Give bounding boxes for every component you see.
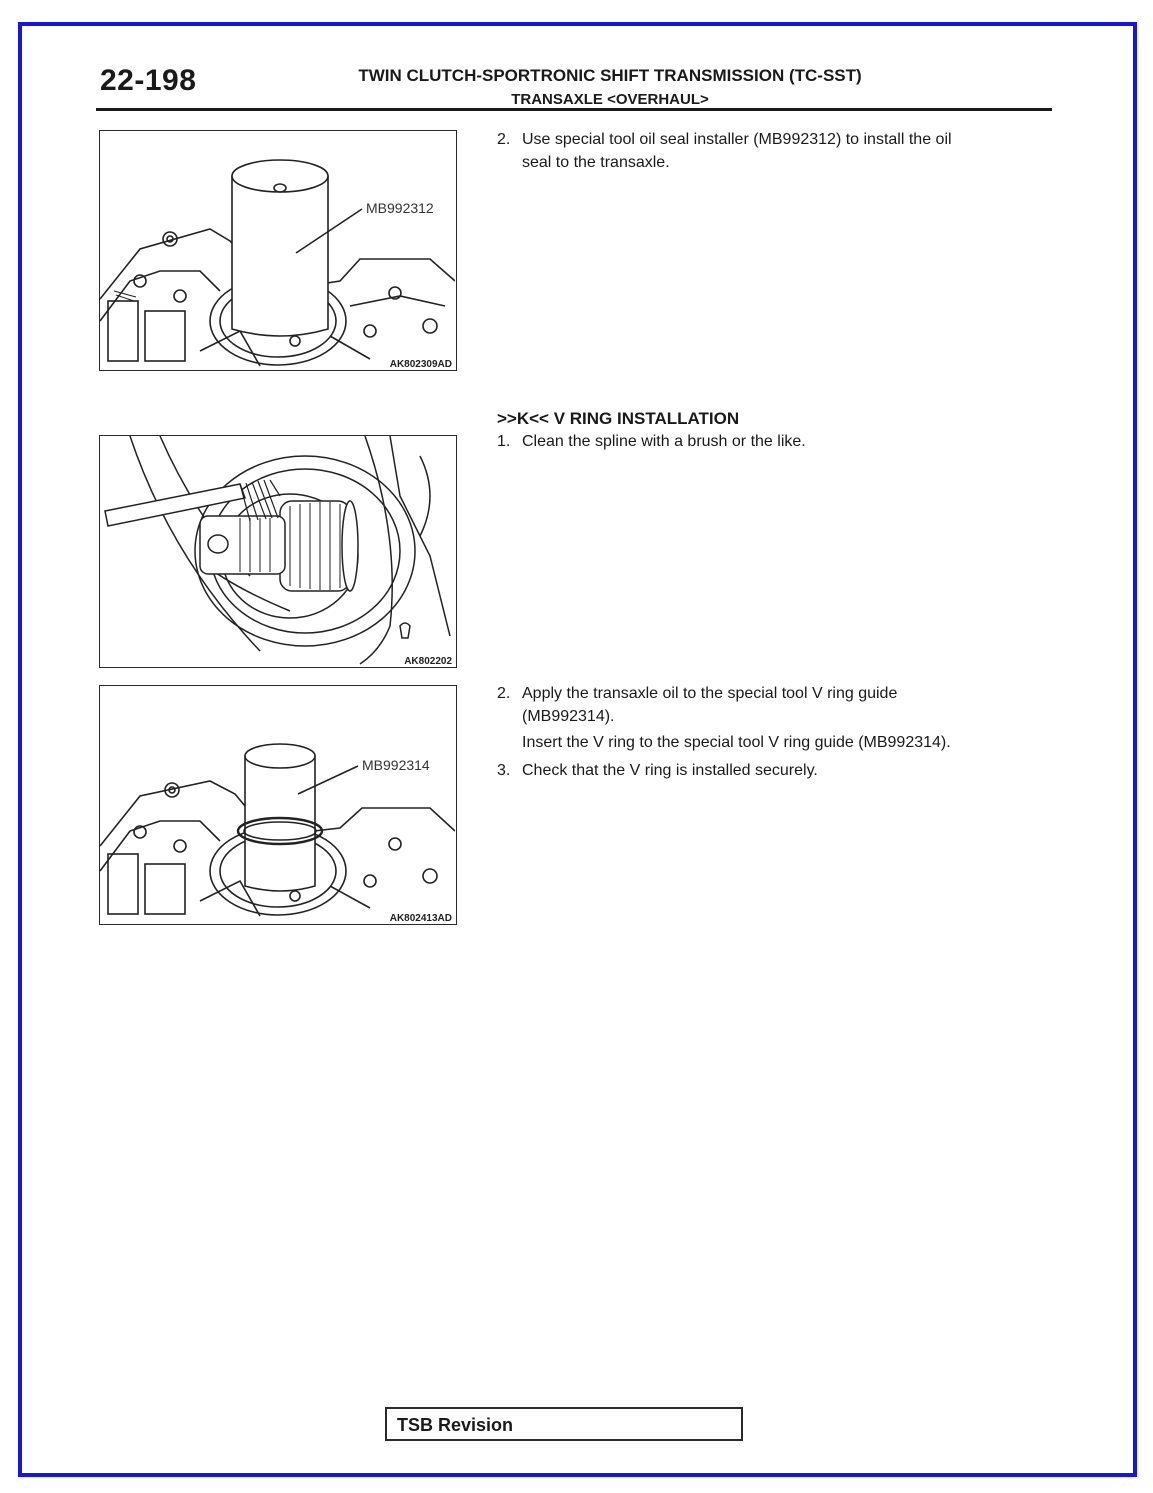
v-ring-steps: 2. Apply the transaxle oil to the special tool V ring guide (MB992314). Insert the V ring to the special tool V ring guide (MB992314). 3. Check that the V ring is installed securely. xyxy=(497,682,1077,782)
page-subtitle: TRANSAXLE <OVERHAUL> xyxy=(511,91,709,108)
v-ring-guide-illustration xyxy=(100,686,455,923)
step-text: seal to the transaxle. xyxy=(522,154,670,171)
step-text: Use special tool oil seal installer (MB992312) to install the oil xyxy=(522,131,952,148)
step-text: (MB992314). xyxy=(522,708,615,725)
tool-label-mb992314: MB992314 xyxy=(362,757,430,773)
section-heading: >>K<< V RING INSTALLATION xyxy=(497,409,740,428)
tsb-revision-box xyxy=(385,1407,743,1441)
tsb-revision-label: TSB Revision xyxy=(397,1415,514,1435)
step-text: Clean the spline with a brush or the like. xyxy=(522,433,806,450)
step-2-oil-seal: 2. Use special tool oil seal installer (MB992312) to install the oil seal to the transaxle. xyxy=(497,128,1057,174)
header-divider xyxy=(96,108,1052,111)
figure-v-ring-guide xyxy=(99,685,457,925)
step-text: Apply the transaxle oil to the special tool V ring guide xyxy=(522,685,898,702)
figure-spline-cleaning xyxy=(99,435,457,668)
tool-label-mb992312: MB992312 xyxy=(366,200,434,216)
v-ring-section: >>K<< V RING INSTALLATION 1. Clean the spline with a brush or the like. xyxy=(497,407,1057,453)
page-number: 22-198 xyxy=(100,64,197,97)
figure-code: AK802413AD xyxy=(389,913,452,923)
oil-seal-installer-illustration xyxy=(100,131,455,369)
figure-oil-seal-installer xyxy=(99,130,457,371)
step-text: Insert the V ring to the special tool V ring guide (MB992314). xyxy=(522,734,951,751)
figure-code: AK802309AD xyxy=(389,359,452,369)
figure-code: AK802202 xyxy=(404,656,452,666)
spline-brush-illustration xyxy=(100,436,455,666)
page-title: TWIN CLUTCH-SPORTRONIC SHIFT TRANSMISSION (TC-SST) xyxy=(358,66,862,85)
step-text: Check that the V ring is installed securely. xyxy=(522,762,818,779)
